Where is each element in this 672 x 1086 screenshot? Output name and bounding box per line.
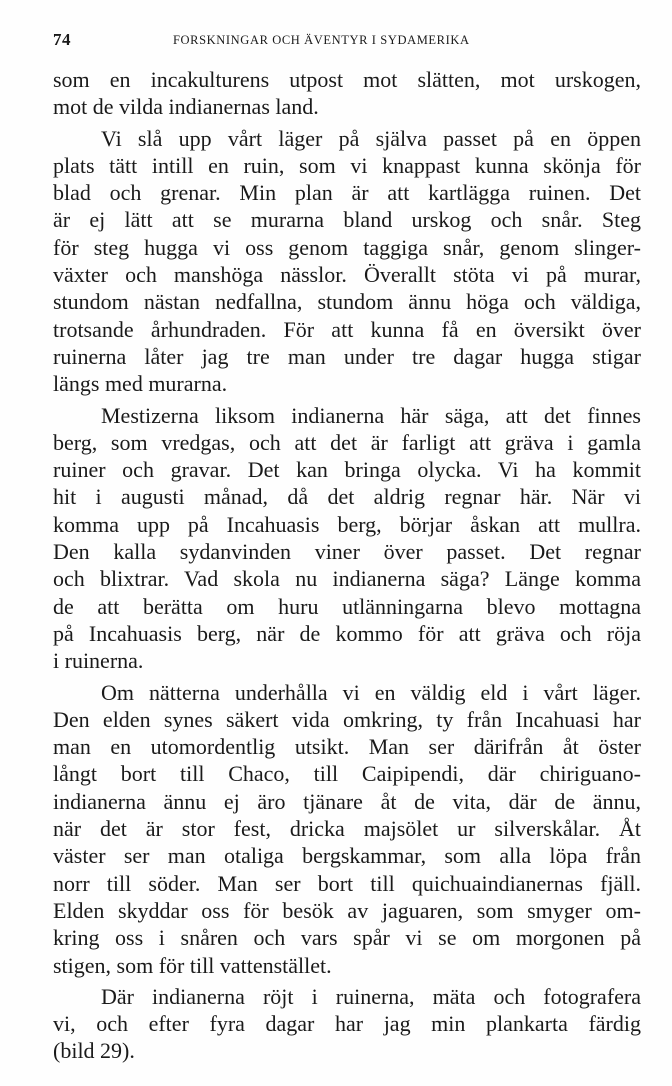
page-number: 74 bbox=[53, 30, 71, 49]
text-line: berg, som vredgas, och att det är farligt att gräva i gamla bbox=[53, 429, 641, 455]
text-line: (bild 29). bbox=[53, 1038, 135, 1064]
text-line: mot de vilda indianernas land. bbox=[53, 94, 319, 120]
text-line: plats tätt intill en ruin, som vi knappast kunna skönja för bbox=[53, 152, 641, 178]
text-line: som en incakulturens utpost mot slätten, mot urskogen, bbox=[53, 67, 641, 92]
text-line: Den elden synes säkert vida omkring, ty från Incahuasi har bbox=[53, 706, 641, 732]
text-line: Om nätterna underhålla vi en väldig eld i vårt läger. bbox=[101, 679, 641, 705]
text-line: blad och grenar. Min plan är att kartlägga ruinen. Det bbox=[53, 180, 641, 206]
text-line: norr till söder. Man ser bort till quichuaindianernas fjäll. bbox=[53, 870, 641, 896]
text-line: ruiner och gravar. Det kan bringa olycka. Vi ha kommit bbox=[53, 457, 641, 483]
text-line: de att berätta om huru utlänningarna blevo mottagna bbox=[53, 593, 641, 619]
text-line: för steg hugga vi oss genom taggiga snår, genom slinger- bbox=[53, 234, 641, 260]
text-line: växter och manshöga nässlor. Överallt stöta vi på murar, bbox=[53, 262, 641, 288]
text-line: när det är stor fest, dricka majsölet ur silverskålar. Åt bbox=[53, 816, 641, 842]
text-line: ruinerna låter jag tre man under tre dagar hugga stigar bbox=[53, 343, 641, 369]
text-line: trotsande århundraden. För att kunna få en översikt över bbox=[53, 316, 641, 342]
text-line: är ej lätt att se murarna bland urskog och snår. Steg bbox=[53, 207, 641, 233]
text-line: längs med murarna. bbox=[53, 371, 228, 397]
paragraph bbox=[53, 983, 641, 1065]
paragraph bbox=[53, 125, 641, 398]
text-line: vi, och efter fyra dagar har jag min plankarta färdig bbox=[53, 1011, 641, 1037]
paragraph bbox=[53, 66, 641, 121]
text-line: på Incahuasis berg, när de kommo för att gräva och röja bbox=[53, 620, 641, 646]
text-line: hit i augusti månad, då det aldrig regnar här. När vi bbox=[53, 484, 641, 510]
page-header bbox=[53, 30, 643, 52]
text-line: Den kalla sydanvinden viner över passet. Det regnar bbox=[53, 539, 641, 565]
text-line: Mestizerna liksom indianerna här säga, att det finnes bbox=[101, 402, 641, 428]
text-line: stigen, som för till vattenstället. bbox=[53, 952, 332, 978]
text-line: Där indianerna röjt i ruinerna, mäta och fotografera bbox=[101, 983, 641, 1009]
running-head: FORSKNINGAR OCH ÄVENTYR I SYDAMERIKA bbox=[173, 33, 470, 47]
text-line: komma upp på Incahuasis berg, börjar åskan att mullra. bbox=[53, 511, 641, 537]
text-line: kring oss i snåren och vars spår vi se om morgonen på bbox=[53, 925, 641, 951]
text-line: långt bort till Chaco, till Caipipendi, där chiriguano- bbox=[53, 761, 641, 787]
paragraph bbox=[53, 679, 641, 979]
text-line: i ruinerna. bbox=[53, 648, 144, 674]
text-line: indianerna ännu ej äro tjänare åt de vita, där de ännu, bbox=[53, 788, 641, 814]
text-line: väster ser man otaliga bergskammar, som alla löpa från bbox=[53, 843, 641, 869]
paragraph bbox=[53, 402, 641, 675]
text-line: man en utomordentlig utsikt. Man ser därifrån åt öster bbox=[53, 734, 641, 760]
text-line: Vi slå upp vårt läger på själva passet på en öppen bbox=[101, 125, 641, 151]
text-line: stundom nästan nedfallna, stundom ännu höga och väldiga, bbox=[53, 289, 641, 315]
body-text bbox=[53, 66, 641, 1065]
text-line: och blixtrar. Vad skola nu indianerna säga? Länge komma bbox=[53, 566, 641, 592]
text-line: Elden skyddar oss för besök av jaguaren, som smyger om- bbox=[53, 897, 641, 923]
